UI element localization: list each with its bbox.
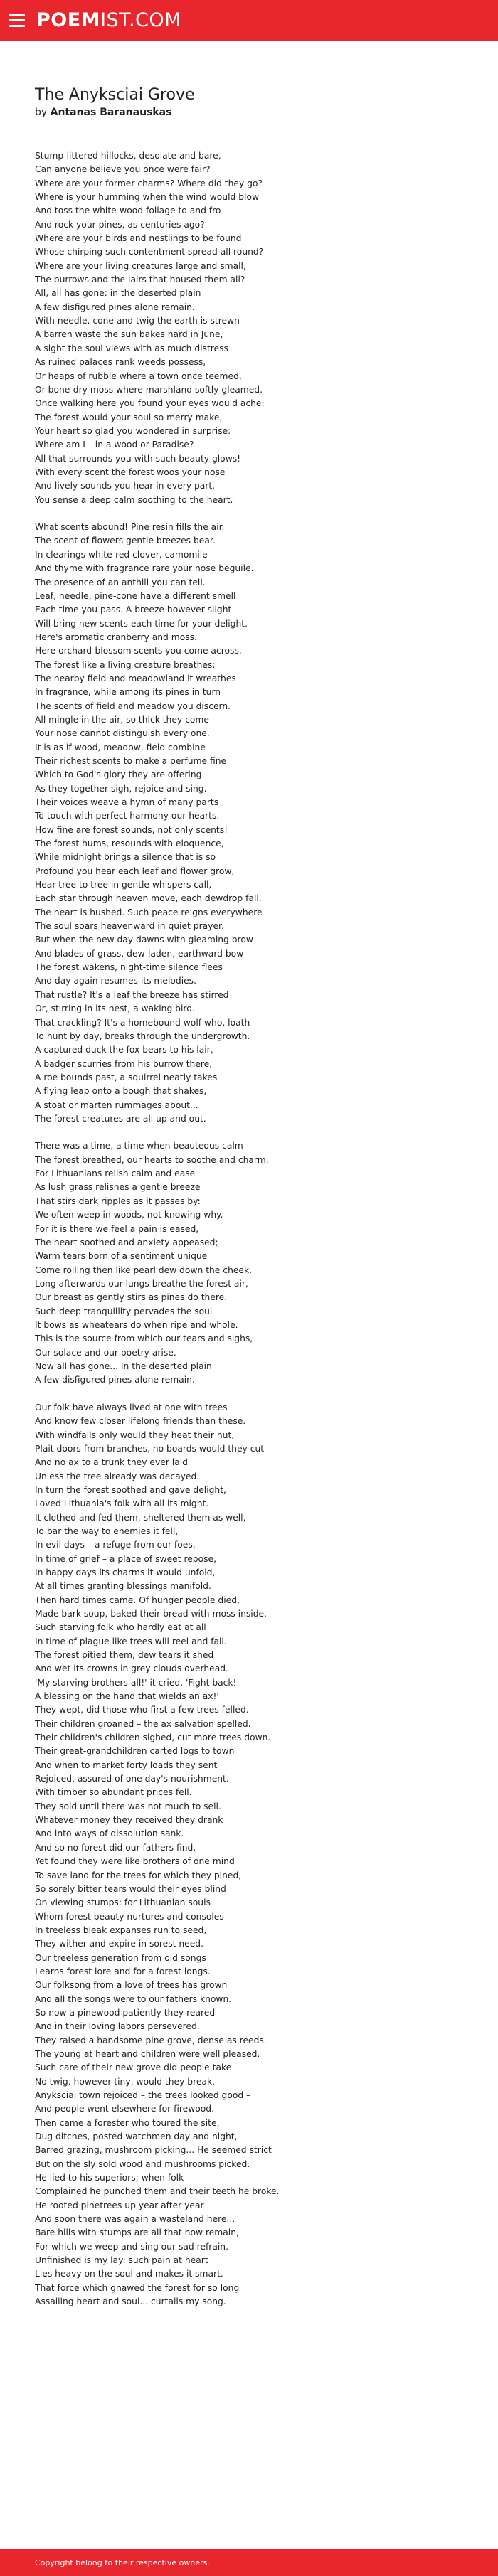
poem-line: In time of grief – a place of sweet repose, bbox=[35, 1553, 217, 1564]
hamburger-menu-icon[interactable] bbox=[9, 14, 25, 27]
poem-line: Bare hills with stumps are all that now remain, bbox=[35, 2228, 239, 2238]
poem-line: And into ways of dissolution sank. bbox=[35, 1829, 184, 1839]
poem-line: Stump-littered hillocks, desolate and bare, bbox=[35, 151, 221, 161]
poem-line: It clothed and fed them, sheltered them as well, bbox=[35, 1512, 246, 1523]
poem-line: Complained he punched them and their teeth he broke. bbox=[35, 2186, 280, 2197]
poem-line: With needle, cone and twig the earth is strewn – bbox=[35, 316, 247, 326]
poem-line: Rejoiced, assured of one day's nourishment. bbox=[35, 1774, 229, 1784]
poem-line: Can anyone believe you once were fair? bbox=[35, 164, 211, 175]
byline-prefix: by bbox=[35, 107, 48, 118]
poem-line: Where am I – in a wood or Paradise? bbox=[35, 440, 194, 450]
poem-line: Then came a forester who toured the site, bbox=[35, 2117, 220, 2128]
poem-line: A blessing on the hand that wields an ax!' bbox=[35, 1691, 219, 1702]
poem-line: At all times granting blessings manifold. bbox=[35, 1581, 211, 1592]
poem-line: And soon there was again a wasteland here... bbox=[35, 2214, 235, 2225]
poem-line: The nearby field and meadowland it wreathes bbox=[35, 673, 236, 683]
poem-line: Their great-grandchildren carted logs to town bbox=[35, 1746, 235, 1757]
site-footer bbox=[0, 2549, 498, 2576]
poem-line: It bows as wheatears do when ripe and whole. bbox=[35, 1319, 238, 1330]
poem-line: As they together sigh, rejoice and sing. bbox=[35, 783, 207, 794]
poem-line: 'My starving brothers all!' it cried. 'Fight back! bbox=[35, 1677, 237, 1688]
poem-line: That force which gnawed the forest for so long bbox=[35, 2282, 240, 2293]
poem-line: Learns forest lore and for a forest longs. bbox=[35, 1966, 211, 1976]
poem-line: A barren waste the sun bakes hard in June, bbox=[35, 329, 223, 340]
site-header bbox=[0, 0, 498, 41]
poem-line: They wither and expire in sorest need. bbox=[35, 1939, 204, 1949]
poem-line: Made bark soup, baked their bread with moss inside. bbox=[35, 1608, 267, 1619]
poem-line: Now all has gone... In the deserted plain bbox=[35, 1361, 212, 1371]
poem-line: Their voices weave a hymn of many parts bbox=[35, 797, 219, 807]
poem-line: For which we weep and sing our sad refrain. bbox=[35, 2241, 228, 2252]
poem-line: Lies heavy on the soul and makes it smart. bbox=[35, 2269, 223, 2279]
poem-line: Unless the tree already was decayed. bbox=[35, 1471, 200, 1481]
poem-line: Or bone-dry moss where marshland softly gleamed. bbox=[35, 384, 263, 395]
poem-line: And blades of grass, dew-laden, earthward bow bbox=[35, 948, 244, 959]
poem-line: Our treeless generation from old songs bbox=[35, 1952, 206, 1963]
author-name[interactable]: Antanas Baranauskas bbox=[50, 107, 172, 118]
poem-line: What scents abound! Pine resin fills the air. bbox=[35, 522, 225, 533]
poem-line: With timber so abundant prices fell. bbox=[35, 1787, 192, 1798]
poem-line: And when to market forty loads they sent bbox=[35, 1760, 218, 1770]
poem-line: The forest would your soul so merry make, bbox=[35, 412, 223, 422]
poem-line: Once walking here you found your eyes would ache: bbox=[35, 398, 265, 409]
poem-line: Our breast as gently stirs as pines do there. bbox=[35, 1292, 228, 1303]
poem-line: He lied to his superiors; when folk bbox=[35, 2173, 184, 2183]
poem-line: But on the sly sold wood and mushrooms picked. bbox=[35, 2159, 250, 2169]
poem-line: So now a pinewood patiently they reared bbox=[35, 2007, 216, 2018]
poem-line: In clearings white-red clover, camomile bbox=[35, 549, 208, 560]
poem-line: Your heart so glad you wondered in surprise: bbox=[35, 425, 231, 436]
stanza bbox=[35, 1139, 476, 1387]
poem-line: Such starving folk who hardly eat at all bbox=[35, 1622, 206, 1633]
poem-line: With every scent the forest woos your nose bbox=[35, 467, 226, 477]
poem-line: They sold until there was not much to sell. bbox=[35, 1801, 221, 1811]
poem-line: Leaf, needle, pine-cone have a different smell bbox=[35, 590, 236, 601]
poem-line: For Lithuanians relish calm and ease bbox=[35, 1169, 196, 1179]
copyright-text: Copyright belong to their respective owners. bbox=[35, 2558, 210, 2567]
poem-line: The forest hums, resounds with eloquence, bbox=[35, 839, 224, 849]
poem-article bbox=[35, 85, 476, 2323]
poem-body bbox=[35, 149, 476, 2309]
poem-line: They raised a handsome pine grove, dense as reeds. bbox=[35, 2035, 267, 2045]
poem-line: How fine are forest sounds, not only scents! bbox=[35, 824, 228, 835]
poem-line: While midnight brings a silence that is so bbox=[35, 852, 216, 863]
poem-line: Here's aromatic cranberry and moss. bbox=[35, 632, 197, 642]
poem-line: A stoat or marten rummages about... bbox=[35, 1100, 198, 1110]
poem-line: But when the new day dawns with gleaming brow bbox=[35, 935, 253, 945]
poem-line: He rooted pinetrees up year after year bbox=[35, 2200, 204, 2210]
poem-line: In happy days its charms it would unfold, bbox=[35, 1567, 216, 1577]
poem-line: Long afterwards our lungs breathe the forest air, bbox=[35, 1278, 248, 1289]
poem-line: For it is there we feel a pain is eased, bbox=[35, 1223, 199, 1234]
poem-line: Assailing heart and soul... curtails my song. bbox=[35, 2296, 226, 2307]
poem-line: With windfalls only would they heat their hut, bbox=[35, 1430, 235, 1440]
poem-line: The presence of an anthill you can tell. bbox=[35, 577, 206, 587]
poem-line: All mingle in the air, so thick they come bbox=[35, 714, 209, 725]
poem-line: To bar the way to enemies it fell, bbox=[35, 1526, 179, 1536]
poem-line: The forest breathed, our hearts to soothe and charm. bbox=[35, 1154, 269, 1165]
poem-line: Whatever money they received they drank bbox=[35, 1815, 223, 1826]
poem-line: Each time you pass. A breeze however slight bbox=[35, 605, 232, 615]
poem-line: Unfinished is my lay: such pain at heart bbox=[35, 2255, 208, 2266]
poem-line: On viewing stumps: for Lithuanian souls bbox=[35, 1898, 211, 1908]
poem-line: Warm tears born of a sentiment unique bbox=[35, 1251, 208, 1262]
poem-line: And toss the white-wood foliage to and fro bbox=[35, 206, 221, 216]
poem-line: Our folksong from a love of trees has grown bbox=[35, 1980, 228, 1991]
poem-line: Their children's children sighed, cut more trees down. bbox=[35, 1733, 271, 1743]
poem-line: There was a time, a time when beauteous calm bbox=[35, 1141, 243, 1151]
poem-line: Whose chirping such contentment spread all round? bbox=[35, 247, 264, 257]
poem-line: A badger scurries from his burrow there, bbox=[35, 1058, 213, 1069]
poem-line: And all the songs were to our fathers known. bbox=[35, 1994, 232, 2004]
poem-line: And wet its crowns in grey clouds overhead. bbox=[35, 1664, 228, 1674]
poem-line: This is the source from which our tears and sighs, bbox=[35, 1334, 253, 1344]
poem-line: Here orchard-blossom scents you come across. bbox=[35, 646, 242, 656]
poem-line: Where is your humming when the wind would blow bbox=[35, 192, 260, 203]
stanza bbox=[35, 149, 476, 507]
poem-line: The scent of flowers gentle breezes bear. bbox=[35, 536, 216, 546]
poem-line: The forest creatures are all up and out. bbox=[35, 1113, 206, 1124]
poem-line: Which to God's glory they are offering bbox=[35, 770, 202, 780]
poem-line: Our solace and our poetry arise. bbox=[35, 1347, 176, 1358]
poem-line: It is as if wood, meadow, field combine bbox=[35, 742, 206, 752]
stanza bbox=[35, 1401, 476, 2309]
poem-line: Such care of their new grove did people take bbox=[35, 2063, 232, 2073]
poem-line: A captured duck the fox bears to his lair, bbox=[35, 1045, 213, 1055]
poem-line: Where are your living creatures large and small, bbox=[35, 260, 246, 271]
poem-line: A few disfigured pines alone remain. bbox=[35, 1375, 195, 1385]
poem-line: No twig, however tiny, would they break. bbox=[35, 2076, 216, 2087]
poem-line: Whom forest beauty nurtures and consoles bbox=[35, 1911, 224, 1922]
poem-line: In fragrance, while among its pines in turn bbox=[35, 687, 221, 698]
poem-line: And no ax to a trunk they ever laid bbox=[35, 1457, 188, 1468]
poem-line: A roe bounds past, a squirrel neatly takes bbox=[35, 1072, 218, 1082]
poem-line: And know few closer lifelong friends than these. bbox=[35, 1416, 246, 1427]
poem-line: Plait doors from branches, no boards would they cut bbox=[35, 1443, 265, 1454]
site-logo[interactable] bbox=[36, 9, 181, 31]
poem-line: In turn the forest soothed and gave delight, bbox=[35, 1484, 226, 1495]
poem-line: The forest wakens, night-time silence flees bbox=[35, 962, 223, 973]
poem-line: They wept, did those who first a few trees felled. bbox=[35, 1705, 249, 1715]
poem-line: Such deep tranquillity pervades the soul bbox=[35, 1306, 213, 1316]
poem-line: To touch with perfect harmony our hearts. bbox=[35, 811, 220, 821]
poem-line: That rustle? It's a leaf the breeze has stirred bbox=[35, 989, 229, 1000]
poem-line: Or, stirring in its nest, a waking bird. bbox=[35, 1004, 195, 1014]
poem-line: A sight the soul views with as much distress bbox=[35, 343, 228, 353]
poem-line: Or heaps of rubble where a town once teemed, bbox=[35, 371, 242, 381]
poem-line: The burrows and the lairs that housed them all? bbox=[35, 275, 245, 285]
poem-line: The scents of field and meadow you discern. bbox=[35, 701, 231, 711]
poem-line: A flying leap onto a bough that shakes, bbox=[35, 1086, 207, 1097]
stanza bbox=[35, 521, 476, 1126]
poem-line: Your nose cannot distinguish every one. bbox=[35, 728, 210, 739]
poem-line: And lively sounds you hear in every part. bbox=[35, 481, 216, 491]
poem-line: Come rolling then like pearl dew down the cheek. bbox=[35, 1265, 253, 1275]
menu-bar bbox=[9, 14, 25, 16]
poem-line: That stirs dark ripples as it passes by: bbox=[35, 1196, 201, 1206]
poem-line: And rock your pines, as centuries ago? bbox=[35, 219, 205, 230]
poem-line: Loved Lithuania's folk with all its might. bbox=[35, 1499, 209, 1509]
poem-line: The young at heart and children were well pleased. bbox=[35, 2048, 260, 2059]
poem-line: Then hard times came. Of hunger people died, bbox=[35, 1595, 240, 1605]
poem-line: In time of plague like trees will reel and fall. bbox=[35, 1636, 227, 1646]
poem-line: As lush grass relishes a gentle breeze bbox=[35, 1182, 201, 1193]
poem-line: The soul soars heavenward in quiet prayer. bbox=[35, 921, 224, 932]
poem-line: Where are your birds and nestlings to be found bbox=[35, 233, 242, 244]
poem-line: A few disfigured pines alone remain. bbox=[35, 302, 195, 312]
poem-line: And thyme with fragrance rare your nose beguile. bbox=[35, 563, 254, 574]
logo-bold: POEM bbox=[36, 9, 101, 31]
poem-line: In treeless bleak expanses run to seed, bbox=[35, 1925, 207, 1935]
poem-line: Dug ditches, posted watchmen day and night, bbox=[35, 2131, 238, 2142]
poem-line: The heart soothed and anxiety appeased; bbox=[35, 1237, 218, 1247]
poem-line: In evil days – a refuge from our foes, bbox=[35, 1540, 196, 1550]
poem-line: All, all has gone: in the deserted plain bbox=[35, 288, 201, 299]
poem-line: As ruined palaces rank weeds possess, bbox=[35, 357, 206, 368]
poem-line: Will bring new scents each time for your delight. bbox=[35, 618, 248, 629]
poem-line: That crackling? It's a homebound wolf who, loath bbox=[35, 1017, 250, 1028]
poem-line: The forest like a living creature breathes: bbox=[35, 659, 216, 670]
poem-line: To save land for the trees for which they pined, bbox=[35, 1870, 242, 1880]
poem-line: Yet found they were like brothers of one mind bbox=[35, 1856, 235, 1867]
poem-line: Where are your former charms? Where did they go? bbox=[35, 178, 263, 188]
poem-line: All that surrounds you with such beauty glows! bbox=[35, 453, 241, 464]
poem-line: Profound you hear each leaf and flower grow, bbox=[35, 866, 235, 876]
poem-line: And so no forest did our fathers find, bbox=[35, 1842, 196, 1853]
poem-line: To hunt by day, breaks through the undergrowth. bbox=[35, 1031, 250, 1041]
poem-line: Anyksciai town rejoiced – the trees looked good – bbox=[35, 2090, 251, 2100]
menu-bar bbox=[9, 19, 25, 21]
poem-title: The Anyksciai Grove bbox=[35, 86, 195, 104]
poem-line: And day again resumes its melodies. bbox=[35, 976, 196, 986]
poem-line: We often weep in woods, not knowing why. bbox=[35, 1210, 223, 1220]
poem-line: And people went elsewhere for firewood. bbox=[35, 2104, 215, 2114]
poem-line: The forest pitied them, dew tears it shed bbox=[35, 1650, 214, 1660]
poem-line: Our folk have always lived at one with trees bbox=[35, 1402, 228, 1412]
logo-light: IST.COM bbox=[100, 9, 181, 31]
poem-line: And in their loving labors persevered. bbox=[35, 2021, 200, 2032]
poem-line: Their children groaned – the ax salvation spelled. bbox=[35, 1718, 251, 1729]
poem-line: Barred grazing, mushroom picking... He seemed strict bbox=[35, 2145, 272, 2156]
poem-line: You sense a deep calm soothing to the heart. bbox=[35, 494, 233, 505]
poem-line: Their richest scents to make a perfume fine bbox=[35, 755, 227, 766]
byline bbox=[35, 107, 476, 118]
menu-bar bbox=[9, 25, 25, 27]
poem-line: Each star through heaven move, each dewdrop fall. bbox=[35, 893, 262, 904]
poem-line: The heart is hushed. Such peace reigns everywhere bbox=[35, 907, 263, 917]
poem-line: So sorely bitter tears would their eyes blind bbox=[35, 1883, 226, 1894]
poem-line: Hear tree to tree in gentle whispers call, bbox=[35, 880, 212, 890]
